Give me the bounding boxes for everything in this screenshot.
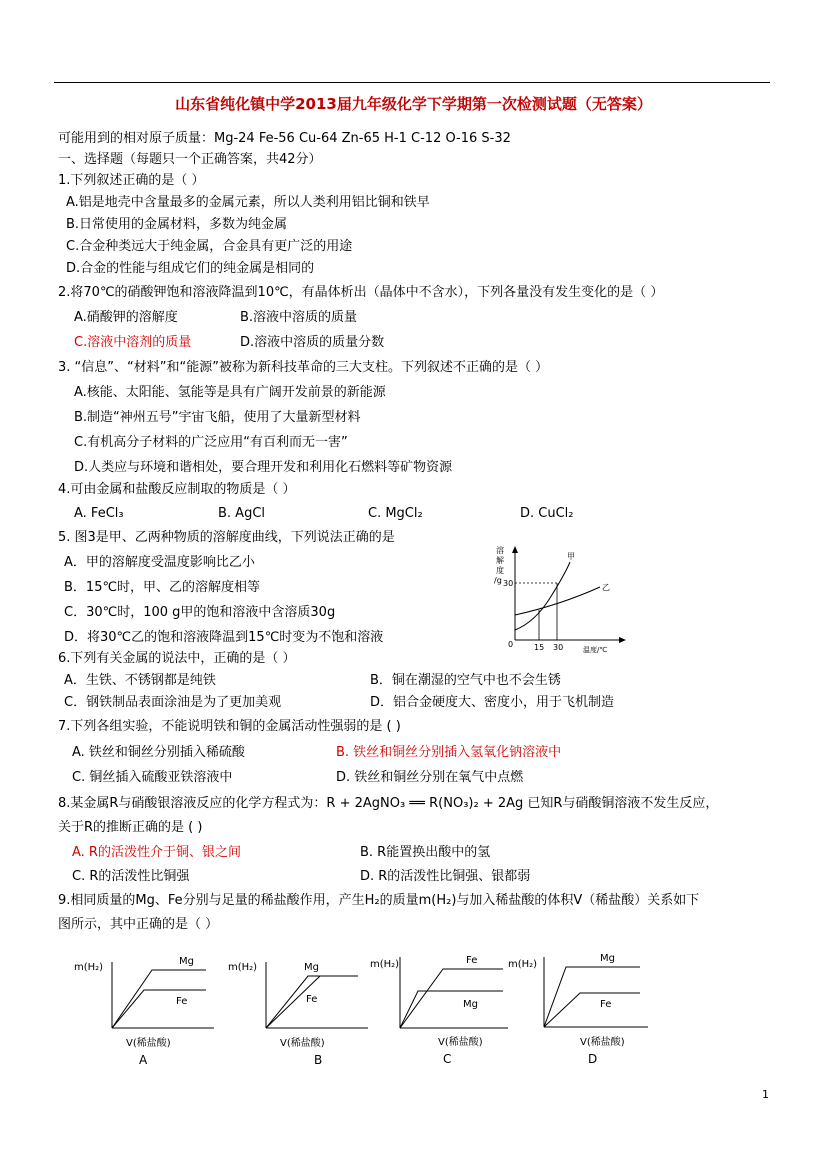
origin-label: 0 (508, 640, 514, 649)
graph-letter: D (588, 1052, 598, 1066)
ylabel-4: /g (494, 576, 502, 585)
q4-option-d: D. CuCl₂ (520, 506, 574, 521)
y-axis-arrow (512, 546, 518, 553)
q9-stem-2: 图所示，其中正确的是（ ） (58, 917, 219, 932)
xlabel: 温度/℃ (583, 646, 608, 654)
q4-option-b: B. AgCl (218, 506, 266, 521)
ylabel-2: 解 (496, 556, 504, 565)
q1-option-d: D.合金的性能与组成它们的纯金属是相同的 (66, 261, 315, 276)
q8-option-a: A. R的活泼性介于铜、银之间 (72, 845, 241, 860)
q4-stem: 4.可由金属和盐酸反应制取的物质是（ ） (58, 482, 296, 497)
page-number: 1 (762, 1088, 769, 1101)
q7-option-d: D. 铁丝和铜丝分别在氧气中点燃 (336, 770, 524, 785)
q3-option-b: B.制造“神州五号”宇宙飞船，使用了大量新型材料 (74, 410, 361, 425)
top-label: Mg (179, 956, 194, 967)
curve-fe (112, 990, 206, 1028)
curve-mg (544, 967, 640, 1027)
q1-option-b: B.日常使用的金属材料，多数为纯金属 (66, 217, 288, 232)
q7-stem: 7.下列各组实验，不能说明铁和铜的金属活动性强弱的是 ( ) (58, 719, 401, 734)
curve-fe (400, 969, 503, 1028)
xlabel: V(稀盐酸) (280, 1038, 325, 1049)
q7-option-c: C. 铜丝插入硫酸亚铁溶液中 (72, 770, 233, 785)
bottom-label: Mg (463, 999, 478, 1010)
ylabel: m(H₂) (508, 959, 538, 970)
graph-letter: B (314, 1053, 323, 1067)
curve-mg (112, 970, 206, 1028)
q5-option-d: D．将30℃乙的饱和溶液降温到15℃时变为不饱和溶液 (64, 630, 384, 645)
q1-option-a: A.铝是地壳中含量最多的金属元素，所以人类利用铝比铜和铁早 (66, 195, 430, 210)
q6-option-c: C．钢铁制品表面涂油是为了更加美观 (64, 695, 282, 710)
bottom-label: Fe (600, 999, 612, 1010)
curve-yi (515, 587, 600, 615)
curve-jia (515, 562, 570, 630)
q5-option-c: C．30℃时，100 g甲的饱和溶液中含溶质30g (64, 605, 336, 620)
q9-graph-d (508, 945, 658, 1070)
x-axis-arrow (619, 637, 626, 643)
q9-stem-1: 9.相同质量的Mg、Fe分别与足量的稀盐酸作用，产生H₂的质量m(H₂)与加入稀盐酸的体积V（稀盐酸）关系如下 (58, 893, 700, 908)
q2-option-a: A.硝酸钾的溶解度 (74, 310, 178, 325)
q7-option-a: A. 铁丝和铜丝分别插入稀硫酸 (72, 745, 245, 760)
q5-option-b: B．15℃时，甲、乙的溶解度相等 (64, 580, 261, 595)
ylabel-1: 溶 (496, 546, 504, 555)
label-jia: 甲 (567, 552, 575, 561)
q3-option-a: A.核能、太阳能、氢能等是具有广阔开发前景的新能源 (74, 385, 386, 400)
q9-graph-c (368, 945, 518, 1070)
curve-mg (400, 991, 503, 1028)
q1-option-c: C.合金种类远大于纯金属，合金具有更广泛的用途 (66, 239, 353, 254)
q1-stem: 1.下列叙述正确的是（ ） (58, 173, 205, 188)
q6-stem: 6.下列有关金属的说法中，正确的是（ ） (58, 651, 296, 666)
q9-graph-a (74, 950, 224, 1070)
section-heading: 一、选择题（每题只一个正确答案，共42分） (58, 152, 322, 167)
y-tick-30: 30 (503, 579, 514, 588)
q2-stem: 2.将70℃的硝酸钾饱和溶液降温到10℃，有晶体析出（晶体中不含水），下列各量没有发生变化的是（ ） (58, 285, 664, 300)
curve-fe (544, 993, 640, 1027)
ylabel: m(H₂) (370, 959, 400, 970)
q4-option-c: C. MgCl₂ (368, 506, 423, 521)
q5-stem: 5. 图3是甲、乙两种物质的溶解度曲线，下列说法正确的是 (58, 530, 395, 545)
header-rule (54, 82, 770, 83)
q3-option-c: C.有机高分子材料的广泛应用“有百利而无一害” (74, 435, 348, 450)
q8-option-c: C. R的活泼性比铜强 (72, 869, 190, 884)
solubility-graph (490, 540, 630, 655)
q6-option-b: B．铜在潮湿的空气中也不会生锈 (370, 673, 561, 688)
q8-option-d: D. R的活泼性比铜强、银都弱 (360, 869, 531, 884)
q8-stem-2: 关于R的推断正确的是 ( ) (58, 820, 203, 835)
graph-letter: C (443, 1052, 452, 1066)
ylabel: m(H₂) (74, 962, 104, 973)
q4-option-a: A. FeCl₃ (74, 506, 124, 521)
xlabel: V(稀盐酸) (126, 1038, 171, 1049)
q8-option-b: B. R能置换出酸中的氢 (360, 845, 491, 860)
q3-stem: 3. “信息”、“材料”和“能源”被称为新科技革命的三大支柱。下列叙述不正确的是（ ） (58, 360, 549, 375)
graph-letter: A (139, 1053, 148, 1067)
ylabel: m(H₂) (228, 962, 258, 973)
q8-stem-1: 8.某金属R与硝酸银溶液反应的化学方程式为：R + 2AgNO₃ ══ R(NO₃)₂ + 2Ag 已知R与硝酸铜溶液不发生反应， (58, 796, 719, 811)
ylabel-3: 度 (496, 566, 504, 575)
atomic-masses: 可能用到的相对原子质量：Mg-24 Fe-56 Cu-64 Zn-65 H-1 C-12 O-16 S-32 (58, 131, 511, 146)
x-tick-15: 15 (534, 643, 545, 652)
top-label: Mg (600, 953, 615, 964)
q2-option-c: C.溶液中溶剂的质量 (74, 335, 192, 350)
q7-option-b: B. 铁丝和铜丝分别插入氢氧化钠溶液中 (336, 745, 562, 760)
top-label: Mg (304, 962, 319, 973)
bottom-label: Fe (306, 994, 318, 1005)
q6-option-d: D．铝合金硬度大、密度小，用于飞机制造 (370, 695, 615, 710)
label-yi: 乙 (602, 583, 610, 592)
bottom-label: Fe (176, 996, 188, 1007)
x-tick-30: 30 (553, 643, 564, 652)
page-title: 山东省纯化镇中学2013届九年级化学下学期第一次检测试题（无答案） (175, 95, 652, 113)
q5-option-a: A．甲的溶解度受温度影响比乙小 (64, 555, 255, 570)
q2-option-b: B.溶液中溶质的质量 (240, 310, 358, 325)
xlabel: V(稀盐酸) (438, 1037, 483, 1048)
xlabel: V(稀盐酸) (580, 1037, 625, 1048)
q3-option-d: D.人类应与环境和谐相处，要合理开发和利用化石燃料等矿物资源 (74, 460, 453, 475)
q9-graph-b (228, 950, 378, 1070)
top-label: Fe (466, 955, 478, 966)
q2-option-d: D.溶液中溶质的质量分数 (240, 335, 385, 350)
q6-option-a: A．生铁、不锈钢都是纯铁 (64, 673, 216, 688)
